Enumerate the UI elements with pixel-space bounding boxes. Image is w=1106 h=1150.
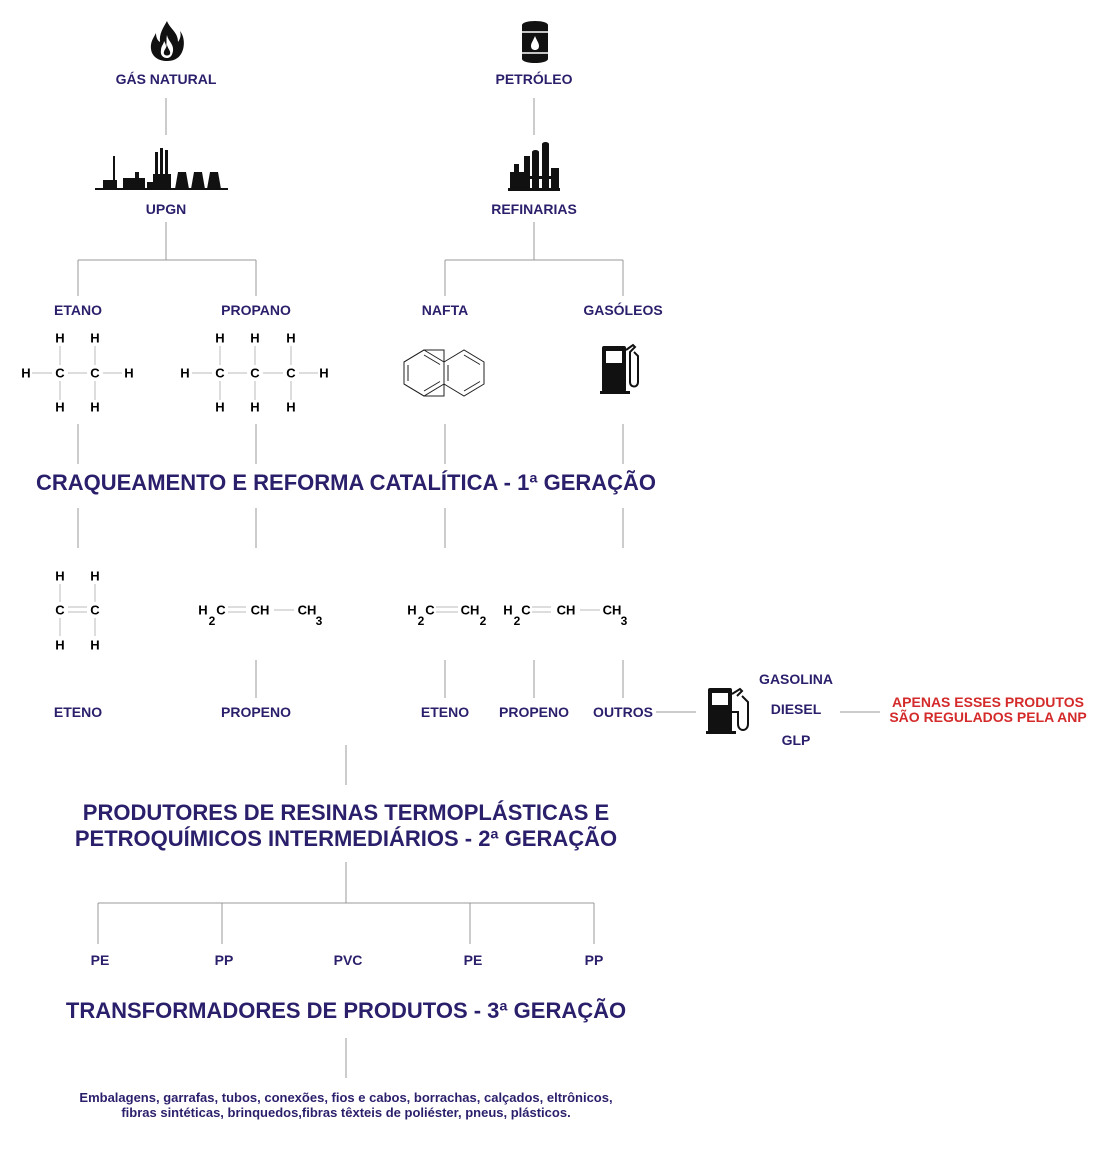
resin-pp: PP	[584, 952, 604, 968]
resin-pvc: PVC	[333, 952, 363, 968]
naphthalene-icon	[400, 346, 490, 400]
propeno-label: PROPENO	[220, 704, 292, 720]
anp-note	[889, 695, 1086, 725]
second-generation-title	[75, 800, 617, 852]
fuel-pump-icon	[706, 686, 754, 736]
anp-note-line2: SÃO REGULADOS PELA ANP	[889, 709, 1087, 725]
refinery-icon	[508, 142, 560, 192]
refinarias-label: REFINARIAS	[491, 201, 577, 217]
second-generation-line1: PRODUTORES DE RESINAS TERMOPLÁSTICAS E	[82, 800, 610, 825]
third-generation-title: TRANSFORMADORES DE PRODUTOS - 3ª GERAÇÃO	[65, 998, 627, 1023]
first-generation-title: CRAQUEAMENTO E REFORMA CATALÍTICA - 1ª GERAÇÃO	[35, 470, 657, 495]
resin-pp: PP	[214, 952, 234, 968]
oil-barrel-icon	[520, 20, 550, 64]
fuel-pump-icon	[600, 342, 644, 396]
eteno-label: ETENO	[53, 704, 103, 720]
petroleo-label: PETRÓLEO	[495, 71, 573, 87]
upgn-label: UPGN	[145, 201, 187, 217]
outros-label: OUTROS	[593, 704, 653, 720]
propano-label: PROPANO	[221, 302, 291, 318]
gasolina-label: GASOLINA	[759, 671, 833, 687]
flame-icon	[148, 20, 186, 62]
glp-label: GLP	[781, 732, 811, 748]
second-generation-line2: PETROQUÍMICOS INTERMEDIÁRIOS - 2ª GERAÇÃO	[74, 826, 618, 851]
nafta-label: NAFTA	[421, 302, 469, 318]
petrochemical-chain-diagram: GÁS NATURAL PETRÓLEO UPGN REFINARIAS ETANO PROPANO NAFTA GASÓLEOS H H H C C H H H H H H H C C C H H H H CRAQUEAMENTO E REFORMA CATALÍTICA - 1ª GERAÇÃO H H C C H H H 2 C CH CH 3 H 2 C CH 2 H 2 C CH CH 3 ETENO PROPENO ETENO PROPENO OUTROS GASOLINA DIESEL GLP APENAS ESSES PRODUTOS SÃO REGULADOS PELA ANP PRODUTORES DE RESINAS TERMOPLÁSTICAS E PETROQUÍMICOS INTERMEDIÁRIOS - 2ª GERAÇÃO PE PP PVC PE PP TRANSFORMADORES DE PRODUTOS - 3ª GERAÇÃO Embalagens, garrafas, tubos, conexões, fios e cabos, borrachas, calçados, eltrônicos, fibras sintéticas, brinquedos,fibras têxteis de poliéster, pneus, plásticos.	[0, 0, 1106, 1150]
end-products-line2: fibras sintéticas, brinquedos,fibras têxteis de poliéster, pneus, plásticos.	[121, 1105, 571, 1120]
end-products-line1: Embalagens, garrafas, tubos, conexões, fios e cabos, borrachas, calçados, eltrônicos,	[79, 1090, 613, 1105]
propeno-label: PROPENO	[498, 704, 570, 720]
eteno-label: ETENO	[420, 704, 470, 720]
anp-note-line1: APENAS ESSES PRODUTOS	[892, 694, 1084, 710]
gas-plant-icon	[95, 146, 228, 192]
gas-natural-label: GÁS NATURAL	[115, 71, 217, 87]
end-products-text	[79, 1090, 612, 1120]
diesel-label: DIESEL	[770, 701, 822, 717]
gasoleos-label: GASÓLEOS	[583, 302, 663, 318]
resin-pe: PE	[90, 952, 110, 968]
resin-pe: PE	[463, 952, 483, 968]
etano-label: ETANO	[54, 302, 102, 318]
